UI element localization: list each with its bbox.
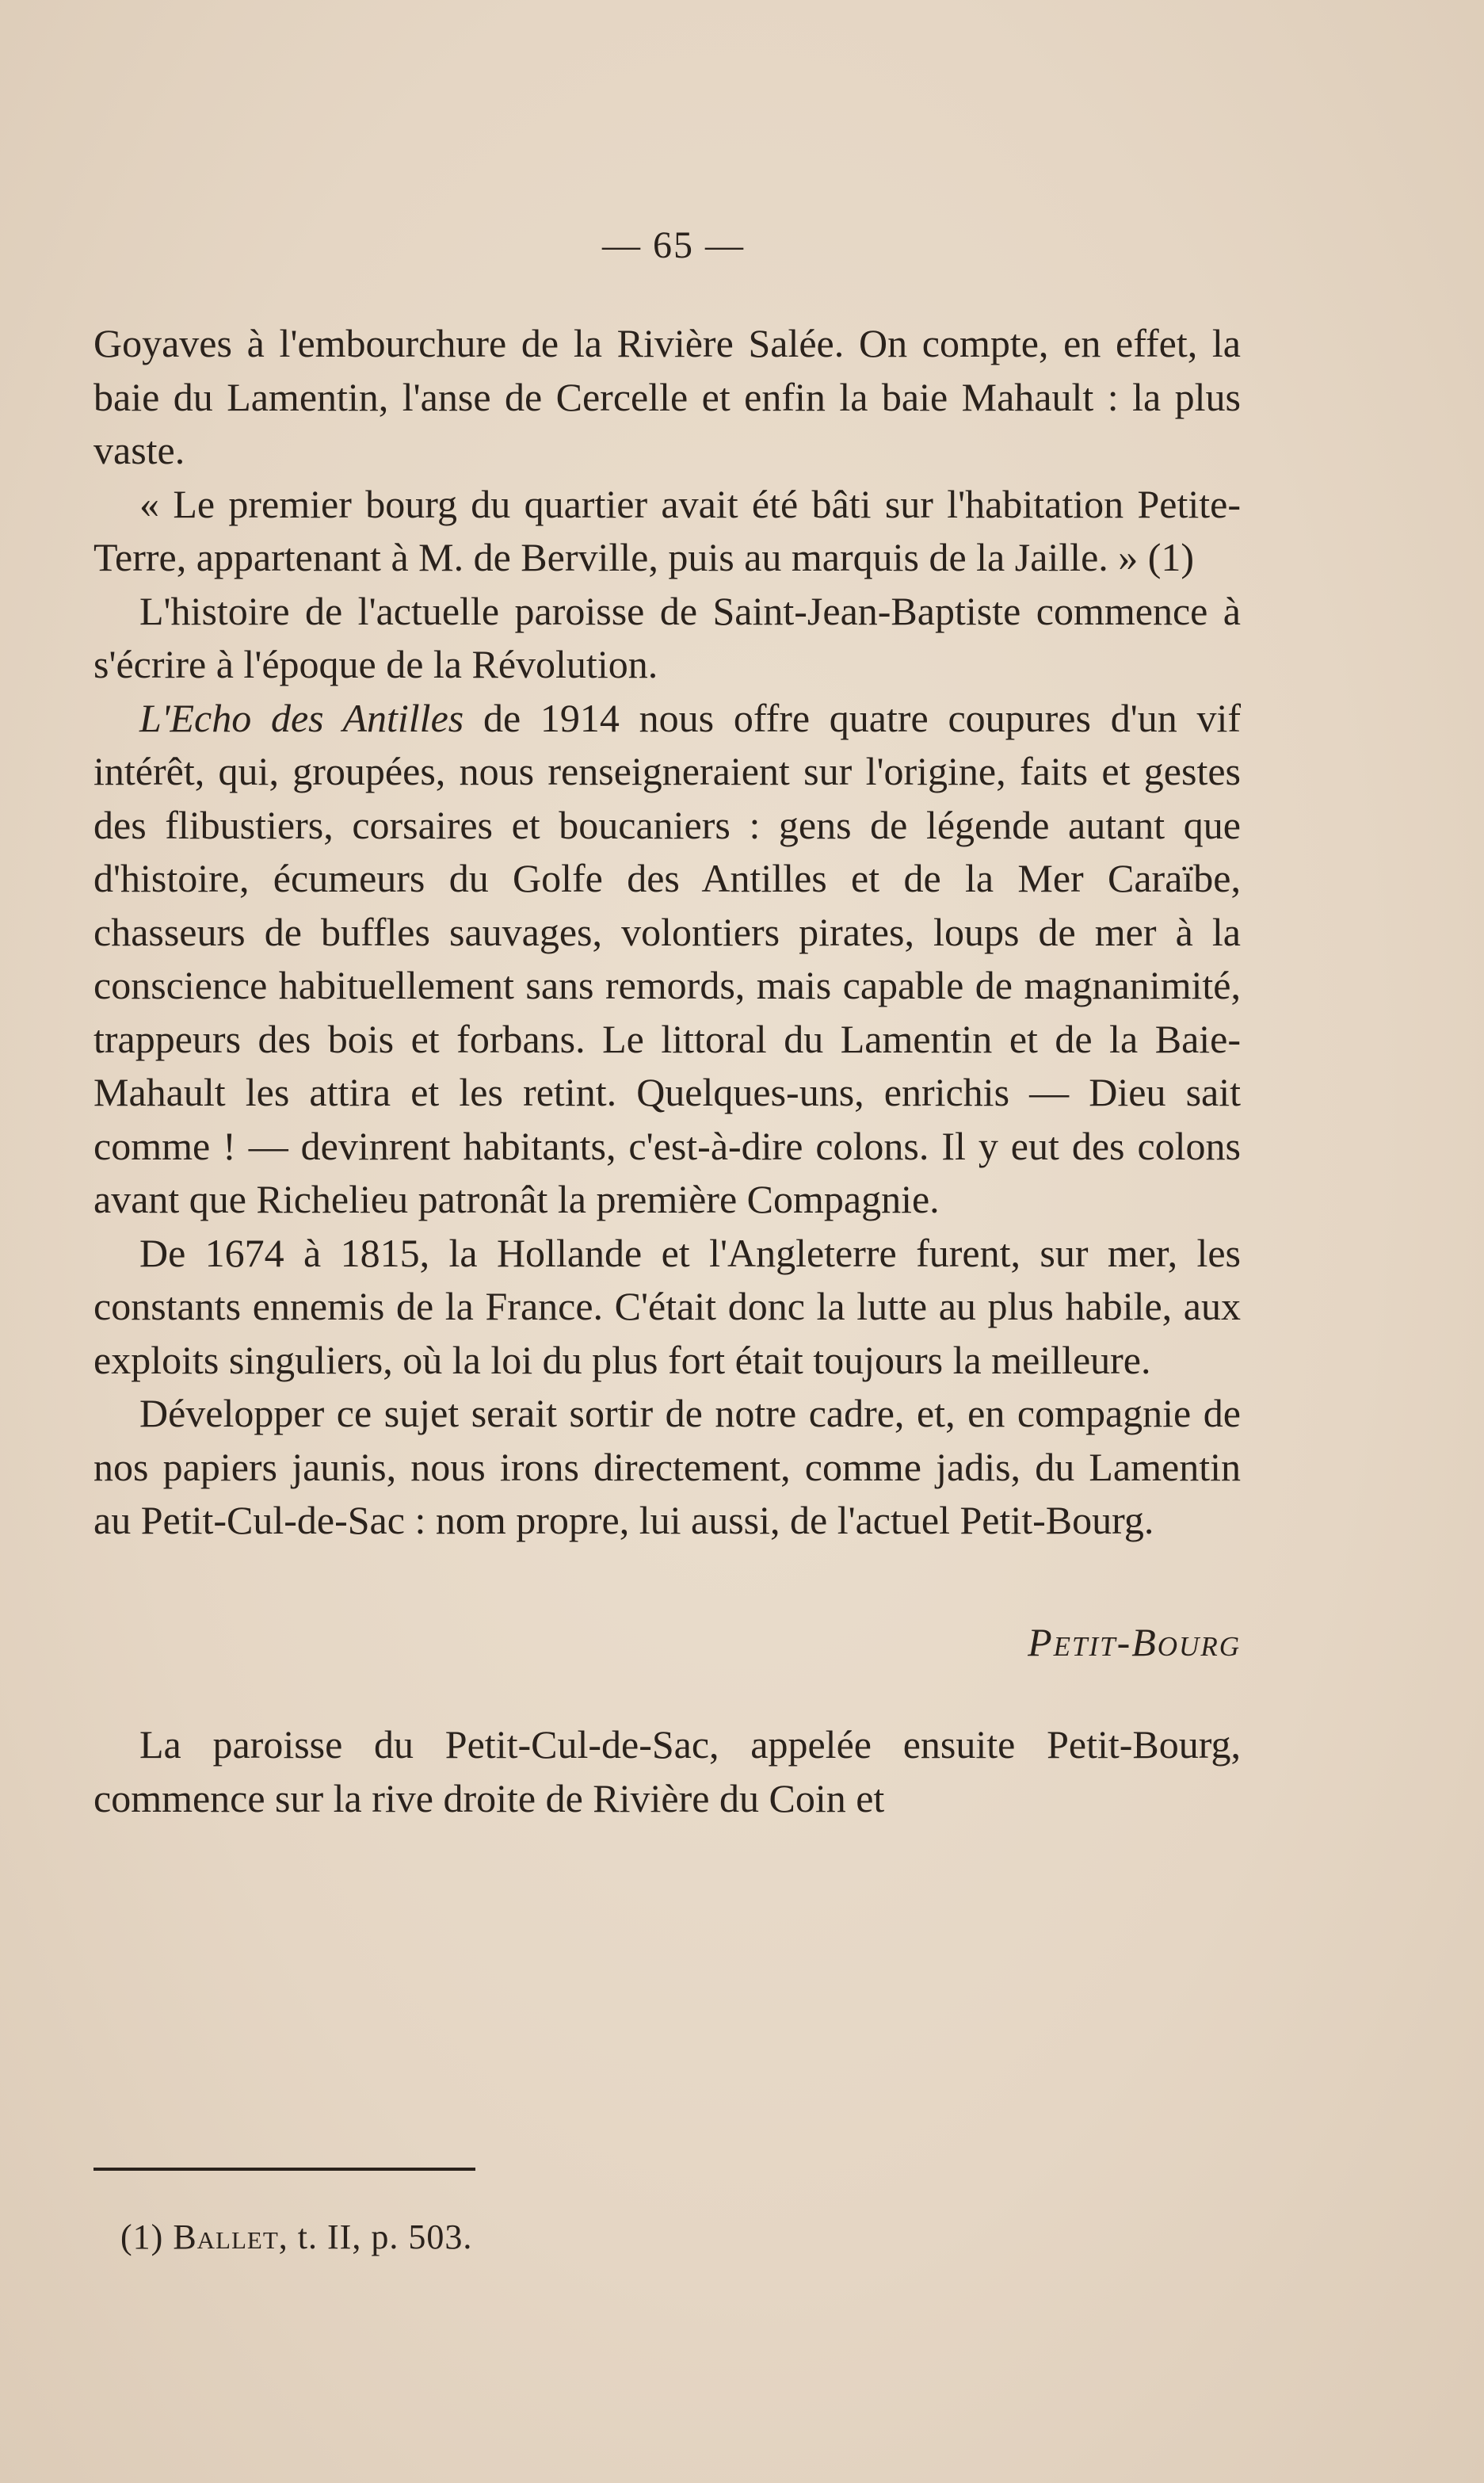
paragraph-4 bbox=[93, 692, 1241, 1227]
paragraph-2: « Le premier bourg du quartier avait été bâti sur l'habitation Petite-Terre, appartenant à M. de Berville, puis au marquis de la Jaille. » (1) bbox=[93, 481, 1241, 579]
newspaper-title: L'Echo des Antilles bbox=[139, 695, 464, 740]
paragraph-5: De 1674 à 1815, la Hollande et l'Angleterre furent, sur mer, les constants ennemis de la France. C'était donc la lutte au plus habile, aux exploits singuliers, où la loi du plus fort était toujours la meilleure. bbox=[93, 1230, 1241, 1382]
paragraph-1: Goyaves à l'embourchure de la Rivière Salée. On compte, en effet, la baie du Lamentin, l'anse de Cercelle et enfin la baie Mahault : la plus vaste. bbox=[93, 321, 1241, 472]
body-text bbox=[93, 317, 1241, 1825]
footnote-rule bbox=[93, 2168, 475, 2171]
page-number: — 65 — bbox=[602, 224, 745, 266]
footnote-marker: (1) bbox=[120, 2218, 164, 2256]
footnote-reference: , t. II, p. 503. bbox=[278, 2218, 473, 2256]
footnote bbox=[120, 2217, 472, 2257]
paragraph-6: Développer ce sujet serait sortir de notre cadre, et, en compagnie de nos papiers jaunis, nous irons directement, comme jadis, du Lamentin au Petit-Cul-de-Sac : nom propre, lui aussi, de l'actuel Petit-Bourg. bbox=[93, 1391, 1241, 1542]
paragraph-4-text: de 1914 nous offre quatre coupures d'un vif intérêt, qui, groupées, nous renseigneraient sur l'origine, faits et gestes des flibustiers, corsaires et boucaniers : gens de légende autant que d'histoire, écumeurs du Golfe des Antilles et de la Mer Caraïbe, chasseurs de buffles sauvages, volontiers pirates, loups de mer à la conscience habituellement sans remords, mais capable de magnanimité, trappeurs des bois et forbans. Le littoral du Lamentin et de la Baie-Mahault les attira et les retint. Quelques-uns, enrichis — Dieu sait comme ! — devinrent habitants, c'est-à-dire colons. Il y eut des colons avant que Richelieu patronât la première Compagnie. bbox=[93, 695, 1241, 1221]
section-heading: Petit-Bourg bbox=[1028, 1619, 1241, 1664]
section-paragraph: La paroisse du Petit-Cul-de-Sac, appelée ensuite Petit-Bourg, commence sur la rive droite de Rivière du Coin et bbox=[93, 1722, 1241, 1820]
paragraph-3: L'histoire de l'actuelle paroisse de Saint-Jean-Baptiste commence à s'écrire à l'époque de la Révolution. bbox=[93, 588, 1241, 686]
footnote-author: Ballet bbox=[173, 2218, 279, 2256]
